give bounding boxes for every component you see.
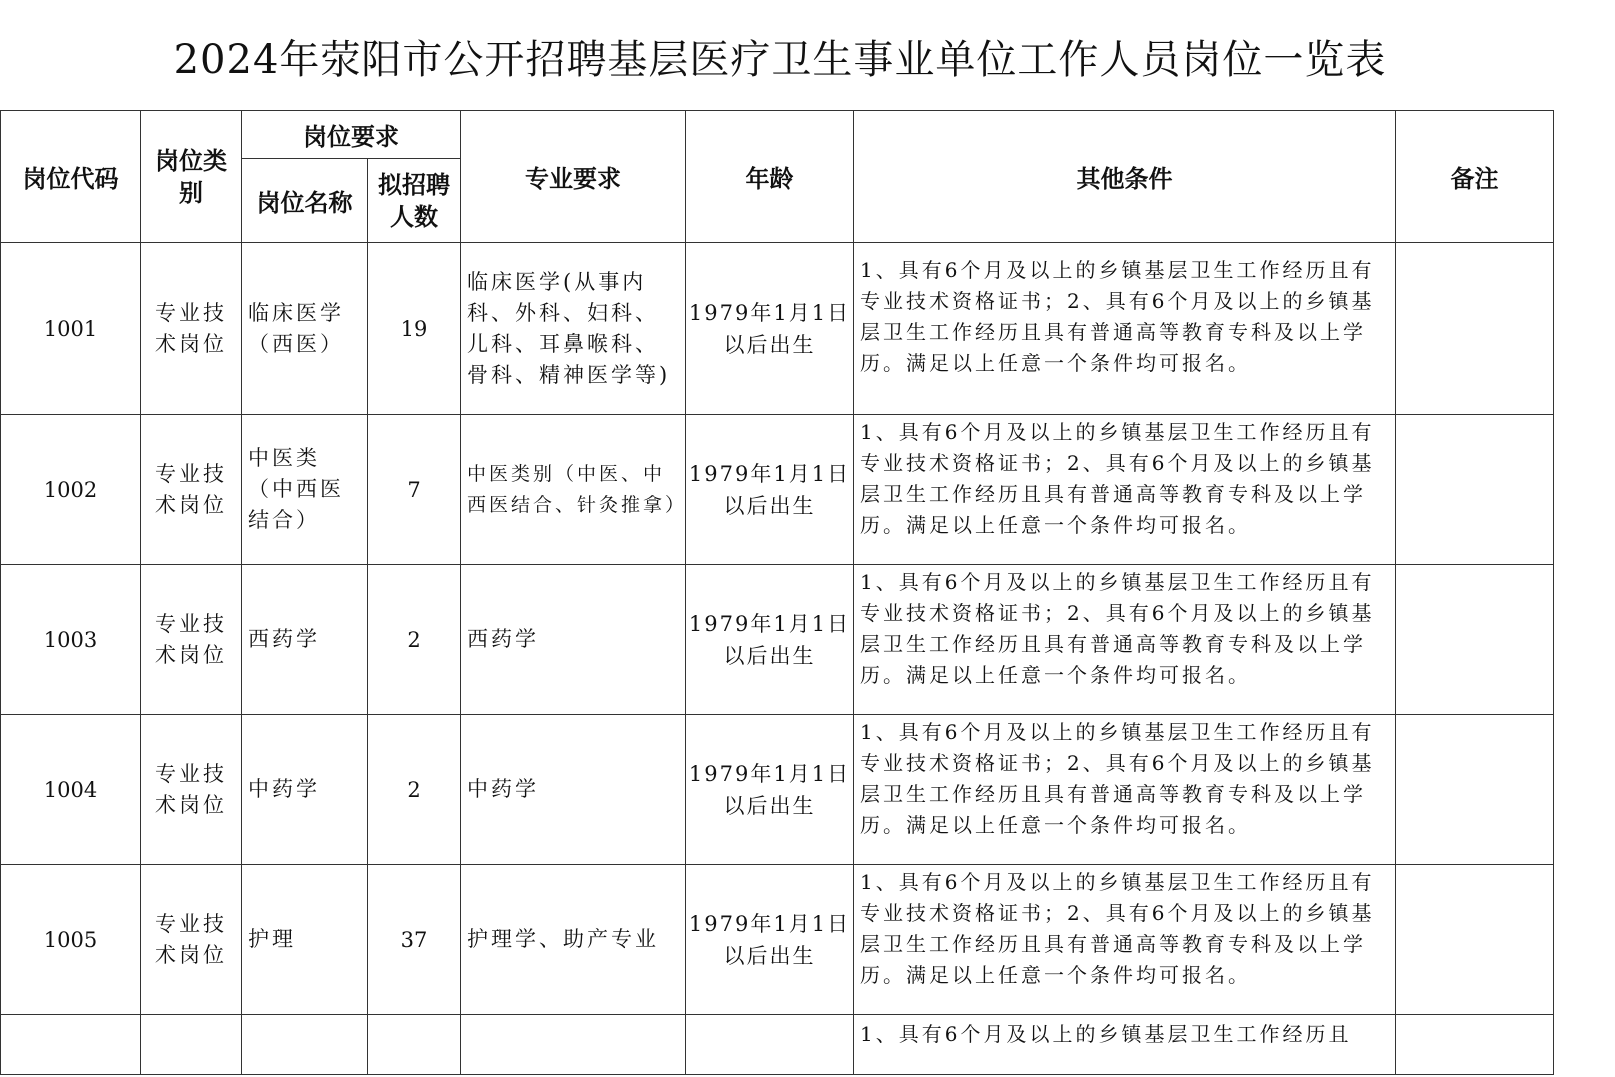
cell-code: 1002 — [1, 415, 141, 565]
header-category: 岗位类别 — [141, 111, 242, 243]
cell-age: 1979年1月1日以后出生 — [686, 565, 854, 715]
cell-position-empty — [242, 1015, 368, 1075]
cell-code: 1003 — [1, 565, 141, 715]
cell-position-name: 西药学 — [242, 565, 368, 715]
header-position-name: 岗位名称 — [242, 159, 368, 243]
cell-code-empty — [1, 1015, 141, 1075]
cell-category: 专业技术岗位 — [141, 715, 242, 865]
cell-position-name: 护理 — [242, 865, 368, 1015]
cell-major-empty — [461, 1015, 686, 1075]
cell-position-name: 中医类（中西医结合） — [242, 415, 368, 565]
cell-code: 1005 — [1, 865, 141, 1015]
cell-age: 1979年1月1日以后出生 — [686, 715, 854, 865]
cell-quota: 7 — [368, 415, 461, 565]
header-age: 年龄 — [686, 111, 854, 243]
header-requirements-group: 岗位要求 — [242, 111, 461, 159]
cell-category: 专业技术岗位 — [141, 565, 242, 715]
page-title: 2024年荥阳市公开招聘基层医疗卫生事业单位工作人员岗位一览表 — [173, 37, 1387, 83]
cell-major: 临床医学(从事内科、外科、妇科、儿科、耳鼻喉科、骨科、精神医学等) — [461, 243, 686, 415]
header-major: 专业要求 — [461, 111, 686, 243]
cell-code: 1004 — [1, 715, 141, 865]
cell-other: 1、具有6个月及以上的乡镇基层卫生工作经历且有专业技术资格证书；2、具有6个月及以上的乡镇基层卫生工作经历且具有普通高等教育专科及以上学历。满足以上任意一个条件均可报名。 — [854, 715, 1396, 865]
cell-position-name: 中药学 — [242, 715, 368, 865]
table-row — [1, 415, 1554, 565]
cell-other: 1、具有6个月及以上的乡镇基层卫生工作经历且有专业技术资格证书；2、具有6个月及以上的乡镇基层卫生工作经历且具有普通高等教育专科及以上学历。满足以上任意一个条件均可报名。 — [854, 865, 1396, 1015]
cell-remarks — [1396, 243, 1554, 415]
cell-age: 1979年1月1日以后出生 — [686, 415, 854, 565]
cell-remarks — [1396, 565, 1554, 715]
cell-other: 1、具有6个月及以上的乡镇基层卫生工作经历且 — [854, 1015, 1396, 1075]
cell-remarks — [1396, 415, 1554, 565]
cell-remarks-empty — [1396, 1015, 1554, 1075]
cell-major: 护理学、助产专业 — [461, 865, 686, 1015]
header-remarks: 备注 — [1396, 111, 1554, 243]
table-row — [1, 243, 1554, 415]
cell-quota: 37 — [368, 865, 461, 1015]
cell-quota: 2 — [368, 565, 461, 715]
table-row — [1, 565, 1554, 715]
cell-position-name: 临床医学（西医） — [242, 243, 368, 415]
cell-code: 1001 — [1, 243, 141, 415]
cell-age: 1979年1月1日以后出生 — [686, 243, 854, 415]
cell-major: 中药学 — [461, 715, 686, 865]
cell-quota: 19 — [368, 243, 461, 415]
cell-category-empty — [141, 1015, 242, 1075]
cell-category: 专业技术岗位 — [141, 415, 242, 565]
header-code: 岗位代码 — [1, 111, 141, 243]
cell-major: 西药学 — [461, 565, 686, 715]
cell-age-empty — [686, 1015, 854, 1075]
cell-major: 中医类别（中医、中西医结合、针灸推拿） — [461, 415, 686, 565]
table-row — [1, 715, 1554, 865]
cell-other: 1、具有6个月及以上的乡镇基层卫生工作经历且有专业技术资格证书；2、具有6个月及以上的乡镇基层卫生工作经历且具有普通高等教育专科及以上学历。满足以上任意一个条件均可报名。 — [854, 565, 1396, 715]
cell-other: 1、具有6个月及以上的乡镇基层卫生工作经历且有专业技术资格证书；2、具有6个月及以上的乡镇基层卫生工作经历且具有普通高等教育专科及以上学历。满足以上任意一个条件均可报名。 — [854, 415, 1396, 565]
table-row-partial — [1, 1015, 1554, 1075]
table-row — [1, 865, 1554, 1015]
cell-category: 专业技术岗位 — [141, 865, 242, 1015]
header-row-1 — [1, 111, 1554, 159]
cell-other: 1、具有6个月及以上的乡镇基层卫生工作经历且有专业技术资格证书；2、具有6个月及以上的乡镇基层卫生工作经历且具有普通高等教育专科及以上学历。满足以上任意一个条件均可报名。 — [854, 243, 1396, 415]
cell-remarks — [1396, 715, 1554, 865]
cell-age: 1979年1月1日以后出生 — [686, 865, 854, 1015]
header-other: 其他条件 — [854, 111, 1396, 243]
header-quota: 拟招聘人数 — [368, 159, 461, 243]
cell-remarks — [1396, 865, 1554, 1015]
cell-category: 专业技术岗位 — [141, 243, 242, 415]
cell-quota: 2 — [368, 715, 461, 865]
positions-table — [0, 110, 1554, 1075]
cell-quota-empty — [368, 1015, 461, 1075]
